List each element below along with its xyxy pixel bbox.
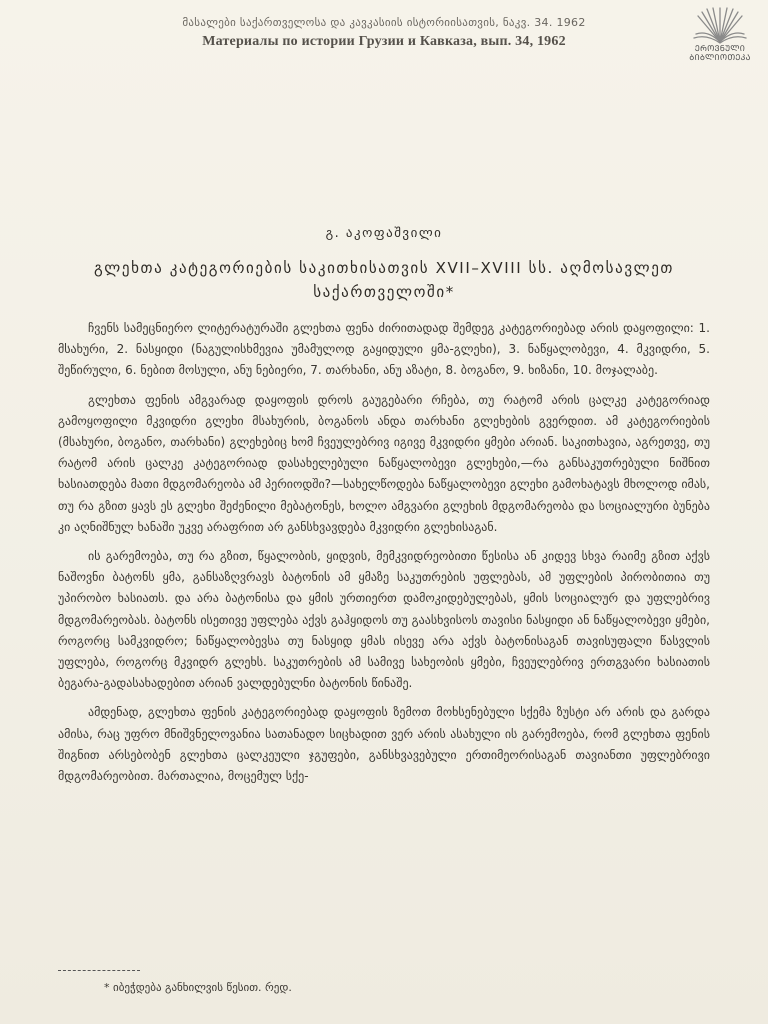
logo-text-bottom: ᲑᲘᲑᲚᲘᲝᲗᲔᲙᲐ <box>689 53 751 62</box>
paragraph: გლეხთა ფენის ამგვარად დაყოფის დროს გაუგებარი რჩება, თუ რატომ არის ცალკე კატეგორიად გამოყოფილი მკვიდრი გლეხი მსახურის, ბოგანოს ანდა თარხანი გლეხების გვერდით. ამ კატეგორიების (მსახური, ბოგანო, თარხანი) გლეხებიც ხომ ჩვეულებრივ იგივე მკვიდრი ყმები არიან. საკითხავია, აგრეთვე, თუ რატომ არის ცალკე კატეგორიად დასახელებული ნაწყალობევი გლეხები,—რა განსაკუთრებული ნიშნით ხასიათდება მათი მდგომარეობა ამ პერიოდში?—სახელწოდება ნაწყალობევი გლეხი გამოხატავს მხოლოდ იმას, თუ რა გზით ყავს ეს გლეხი შეძენილი მებატონეს, ხოლო ამგვარი გლეხის მდგომარეობა და სოციალური ბუნება კი აღნიშნულ ხანაში უკვე არაფრით არ განსხვავდება მკვიდრი გლეხისაგან. <box>58 392 710 534</box>
footnote: * იბეჭდება განხილვის წესით. რედ. <box>104 981 292 994</box>
paragraph: ჩვენს სამეცნიერო ლიტერატურაში გლეხთა ფენა ძირითადად შემდეგ კატეგორიებად არის დაყოფილი: 1. მსახური, 2. ნასყიდი (ნაგულისხმევია უმამულოდ გაყიდული ყმა-გლეხი), 3. ნაწყალობევი, 4. მკვიდრი, 5. შეწირული, 6. ნებით მოსული, ანუ ნებიერი, 7. თარხანი, ანუ აზატი, 8. ბოგანო, 9. ხიზანი, 10. მოჯალაბე. <box>58 321 710 378</box>
journal-header <box>0 14 768 52</box>
header-russian-line: Материалы по истории Грузии и Кавказа, вып. 34, 1962 <box>202 34 566 49</box>
paragraph: ის გარემოება, თუ რა გზით, წყალობის, ყიდვის, მემკვიდრეობითი წესისა ან კიდევ სხვა რაიმე გზით აქვს ნაშოვნი ბატონს ყმა, განსაზღვრავს ბატონის ამ ყმაზე საკუთრების უფლებას, ამ უფლების პირობითია თუ უპირობო ხასიათს. და არა ბატონისა და ყმის ურთიერთ დამოკიდებულებას, ყმის სოციალურ და უფლებრივ მდგომარეობას. ბატონს ისეთივე უფლება აქვს გაჰყიდოს თუ გაასხვისოს თავისი ნასყიდი ან ნაწყალობევი ყმები, როგორც სამკვიდრო; ნაწყალობევსა თუ ნასყიდ ყმას ისევე არა აქვს ბატონისაგან თავისუფალი წასვლის უფლება, როგორც მკვიდრ გლეხს. საკუთრების ამ სამივე სახეობის ყმები, ჩვეულებრივ ერთგვარი ხასიათის ბეგარა-გადასახადებით არიან ვალდებულნი ბატონის წინაშე. <box>58 549 710 691</box>
paragraph: ამდენად, გლეხთა ფენის კატეგორიებად დაყოფის ზემოთ მოხსენებული სქემა ზუსტი არ არის და გარდა ამისა, რაც უფრო მნიშვნელოვანია სათანადო სიცხადით ვერ არის ასახული ის გარემოება, რომ გლეხთა ფენის შიგნით არსებობენ გლეხთა ცალკეული ჯგუფები, განსხვავებული ერთიმეორისაგან თავიანთი უფლებრივი მდგომარეობით. მართალია, მოცემულ სქე- <box>58 705 710 784</box>
book-emblem-icon <box>690 6 750 44</box>
article-body <box>58 318 710 795</box>
logo-text-top: ᲔᲠᲝᲕᲜᲣᲚᲘ <box>694 44 746 53</box>
header-georgian-line: მასალები საქართველოსა და კავკასიის ისტორიისათვის, ნაკვ. 34. 1962 <box>182 16 586 29</box>
article-author: გ. აკოფაშვილი <box>325 226 443 241</box>
article-title: გლეხთა კატეგორიების საკითხისათვის XVII–XVIII სს. აღმოსავლეთ საქართველოში* <box>93 259 675 301</box>
footnote-divider <box>58 970 140 971</box>
library-logo <box>684 6 756 70</box>
